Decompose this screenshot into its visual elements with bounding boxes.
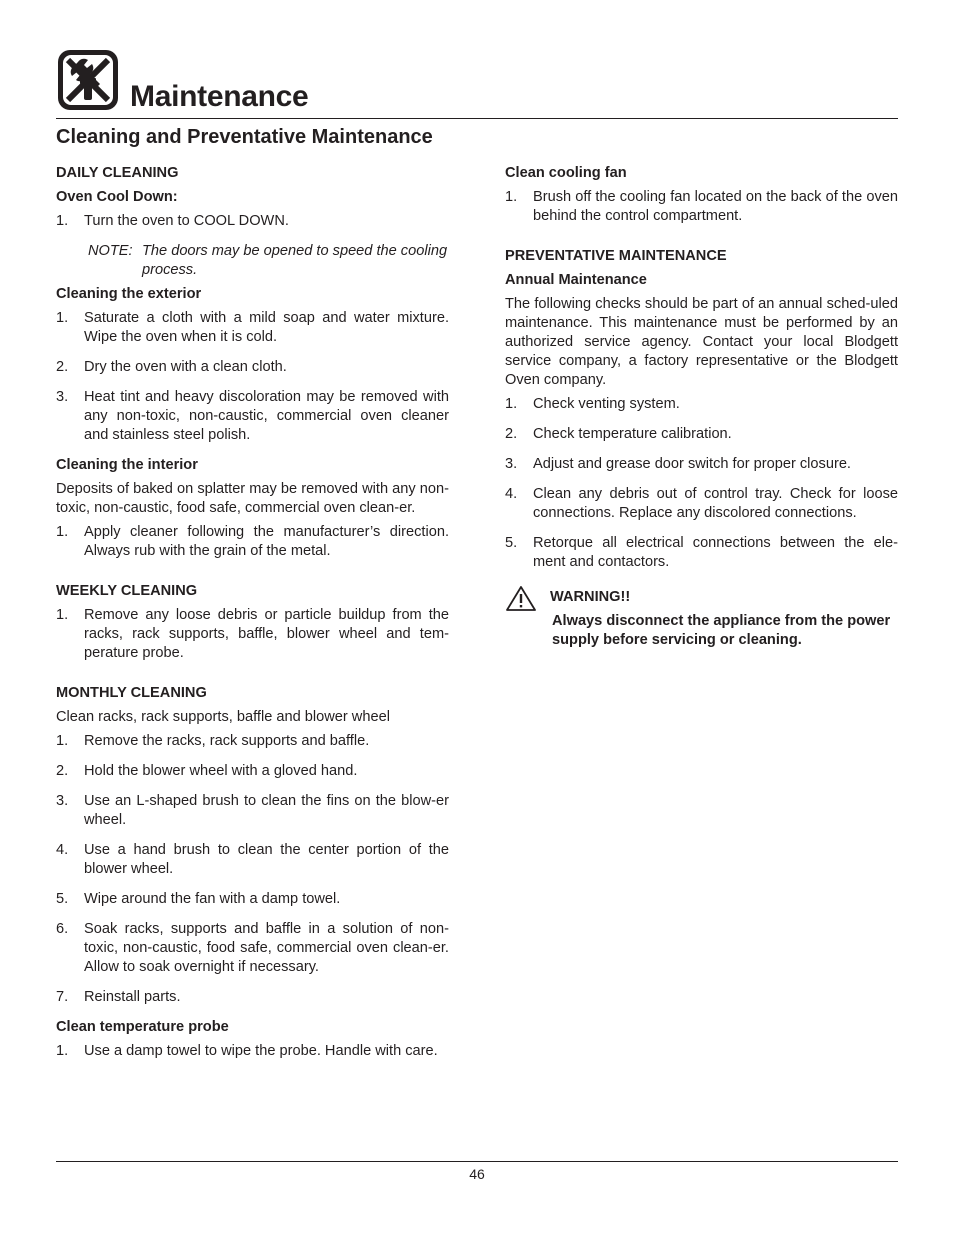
list-item: 1. Turn the oven to COOL DOWN. [56,213,289,229]
probe-heading: Clean temperature probe [56,1019,229,1035]
list-item: 6. Soak racks, supports and baffle in a solution of non-toxic, non-caustic, food safe, commercial oven clean-er. Allow to soak overnight if necessary. [56,921,449,975]
cooling-fan-heading: Clean cooling fan [505,165,627,181]
list-item: 1. Apply cleaner following the manufacturer’s direction. Always rub with the grain of the metal. [56,524,449,559]
note-text: The doors may be opened to speed the cooling process. [142,243,448,278]
warning-text: Always disconnect the appliance from the power supply before servicing or cleaning. [552,613,891,648]
interior-heading: Cleaning the interior [56,457,198,473]
preventative-heading: PREVENTATIVE MAINTENANCE [505,248,727,264]
note-label: NOTE: [88,243,133,259]
list-item: 5. Wipe around the fan with a damp towel. [56,891,341,907]
interior-intro: Deposits of baked on splatter may be removed with any non-toxic, non-caustic, food safe, commercial oven clean-er. [56,481,449,516]
list-item: 4. Use a hand brush to clean the center portion of the blower wheel. [56,842,449,877]
list-item: 3. Heat tint and heavy discoloration may be removed with any non-toxic, non-caustic, commercial oven cleaner and stainless steel polish. [56,389,449,443]
note [56,242,449,280]
annual-intro: The following checks should be part of an annual sched-uled maintenance. This maintenance must be performed by an authorized service agency. Contact your local Blodgett service company, a factory representative or the Blodgett Oven company. [505,296,898,388]
warning-triangle-icon [505,585,537,612]
page-number: 46 [469,1166,485,1182]
daily-cleaning-heading: DAILY CLEANING [56,165,179,181]
warning-label: WARNING!! [550,589,631,605]
cool-down-heading: Oven Cool Down: [56,189,178,205]
list-item: 1. Brush off the cooling fan located on the back of the oven behind the control compartment. [505,189,898,224]
list-item: 4. Clean any debris out of control tray. Check for loose connections. Replace any discolored connections. [505,486,898,521]
list-item: 1. Remove the racks, rack supports and baffle. [56,733,370,749]
list-item: 3. Use an L-shaped brush to clean the fins on the blow-er wheel. [56,793,449,828]
list-item: 1. Saturate a cloth with a mild soap and water mixture. Wipe the oven when it is cold. [56,310,449,345]
warning-box [505,588,898,650]
monthly-intro: Clean racks, rack supports, baffle and blower wheel [56,709,390,725]
section-title: Cleaning and Preventative Maintenance [56,126,433,148]
list-item: 2. Check temperature calibration. [505,426,732,442]
list-item: 1. Remove any loose debris or particle buildup from the racks, rack supports, baffle, blower wheel and tem-perature probe. [56,607,449,661]
list-item: 2. Hold the blower wheel with a gloved hand. [56,763,358,779]
monthly-cleaning-heading: MONTHLY CLEANING [56,685,207,701]
list-item: 7. Reinstall parts. [56,989,181,1005]
annual-heading: Annual Maintenance [505,272,647,288]
weekly-cleaning-heading: WEEKLY CLEANING [56,583,198,599]
header-rule [56,118,898,119]
no-tools-icon [56,48,120,112]
list-item: 1. Use a damp towel to wipe the probe. Handle with care. [56,1043,438,1059]
list-item: 3. Adjust and grease door switch for proper closure. [505,456,851,472]
left-column [56,164,449,1066]
footer-rule [56,1161,898,1162]
exterior-heading: Cleaning the exterior [56,286,202,302]
list-item: 2. Dry the oven with a clean cloth. [56,359,287,375]
list-item: 5. Retorque all electrical connections between the ele-ment and contactors. [505,535,898,570]
list-item: 1. Check venting system. [505,396,680,412]
page-title: Maintenance [130,80,309,113]
right-column [505,164,898,650]
